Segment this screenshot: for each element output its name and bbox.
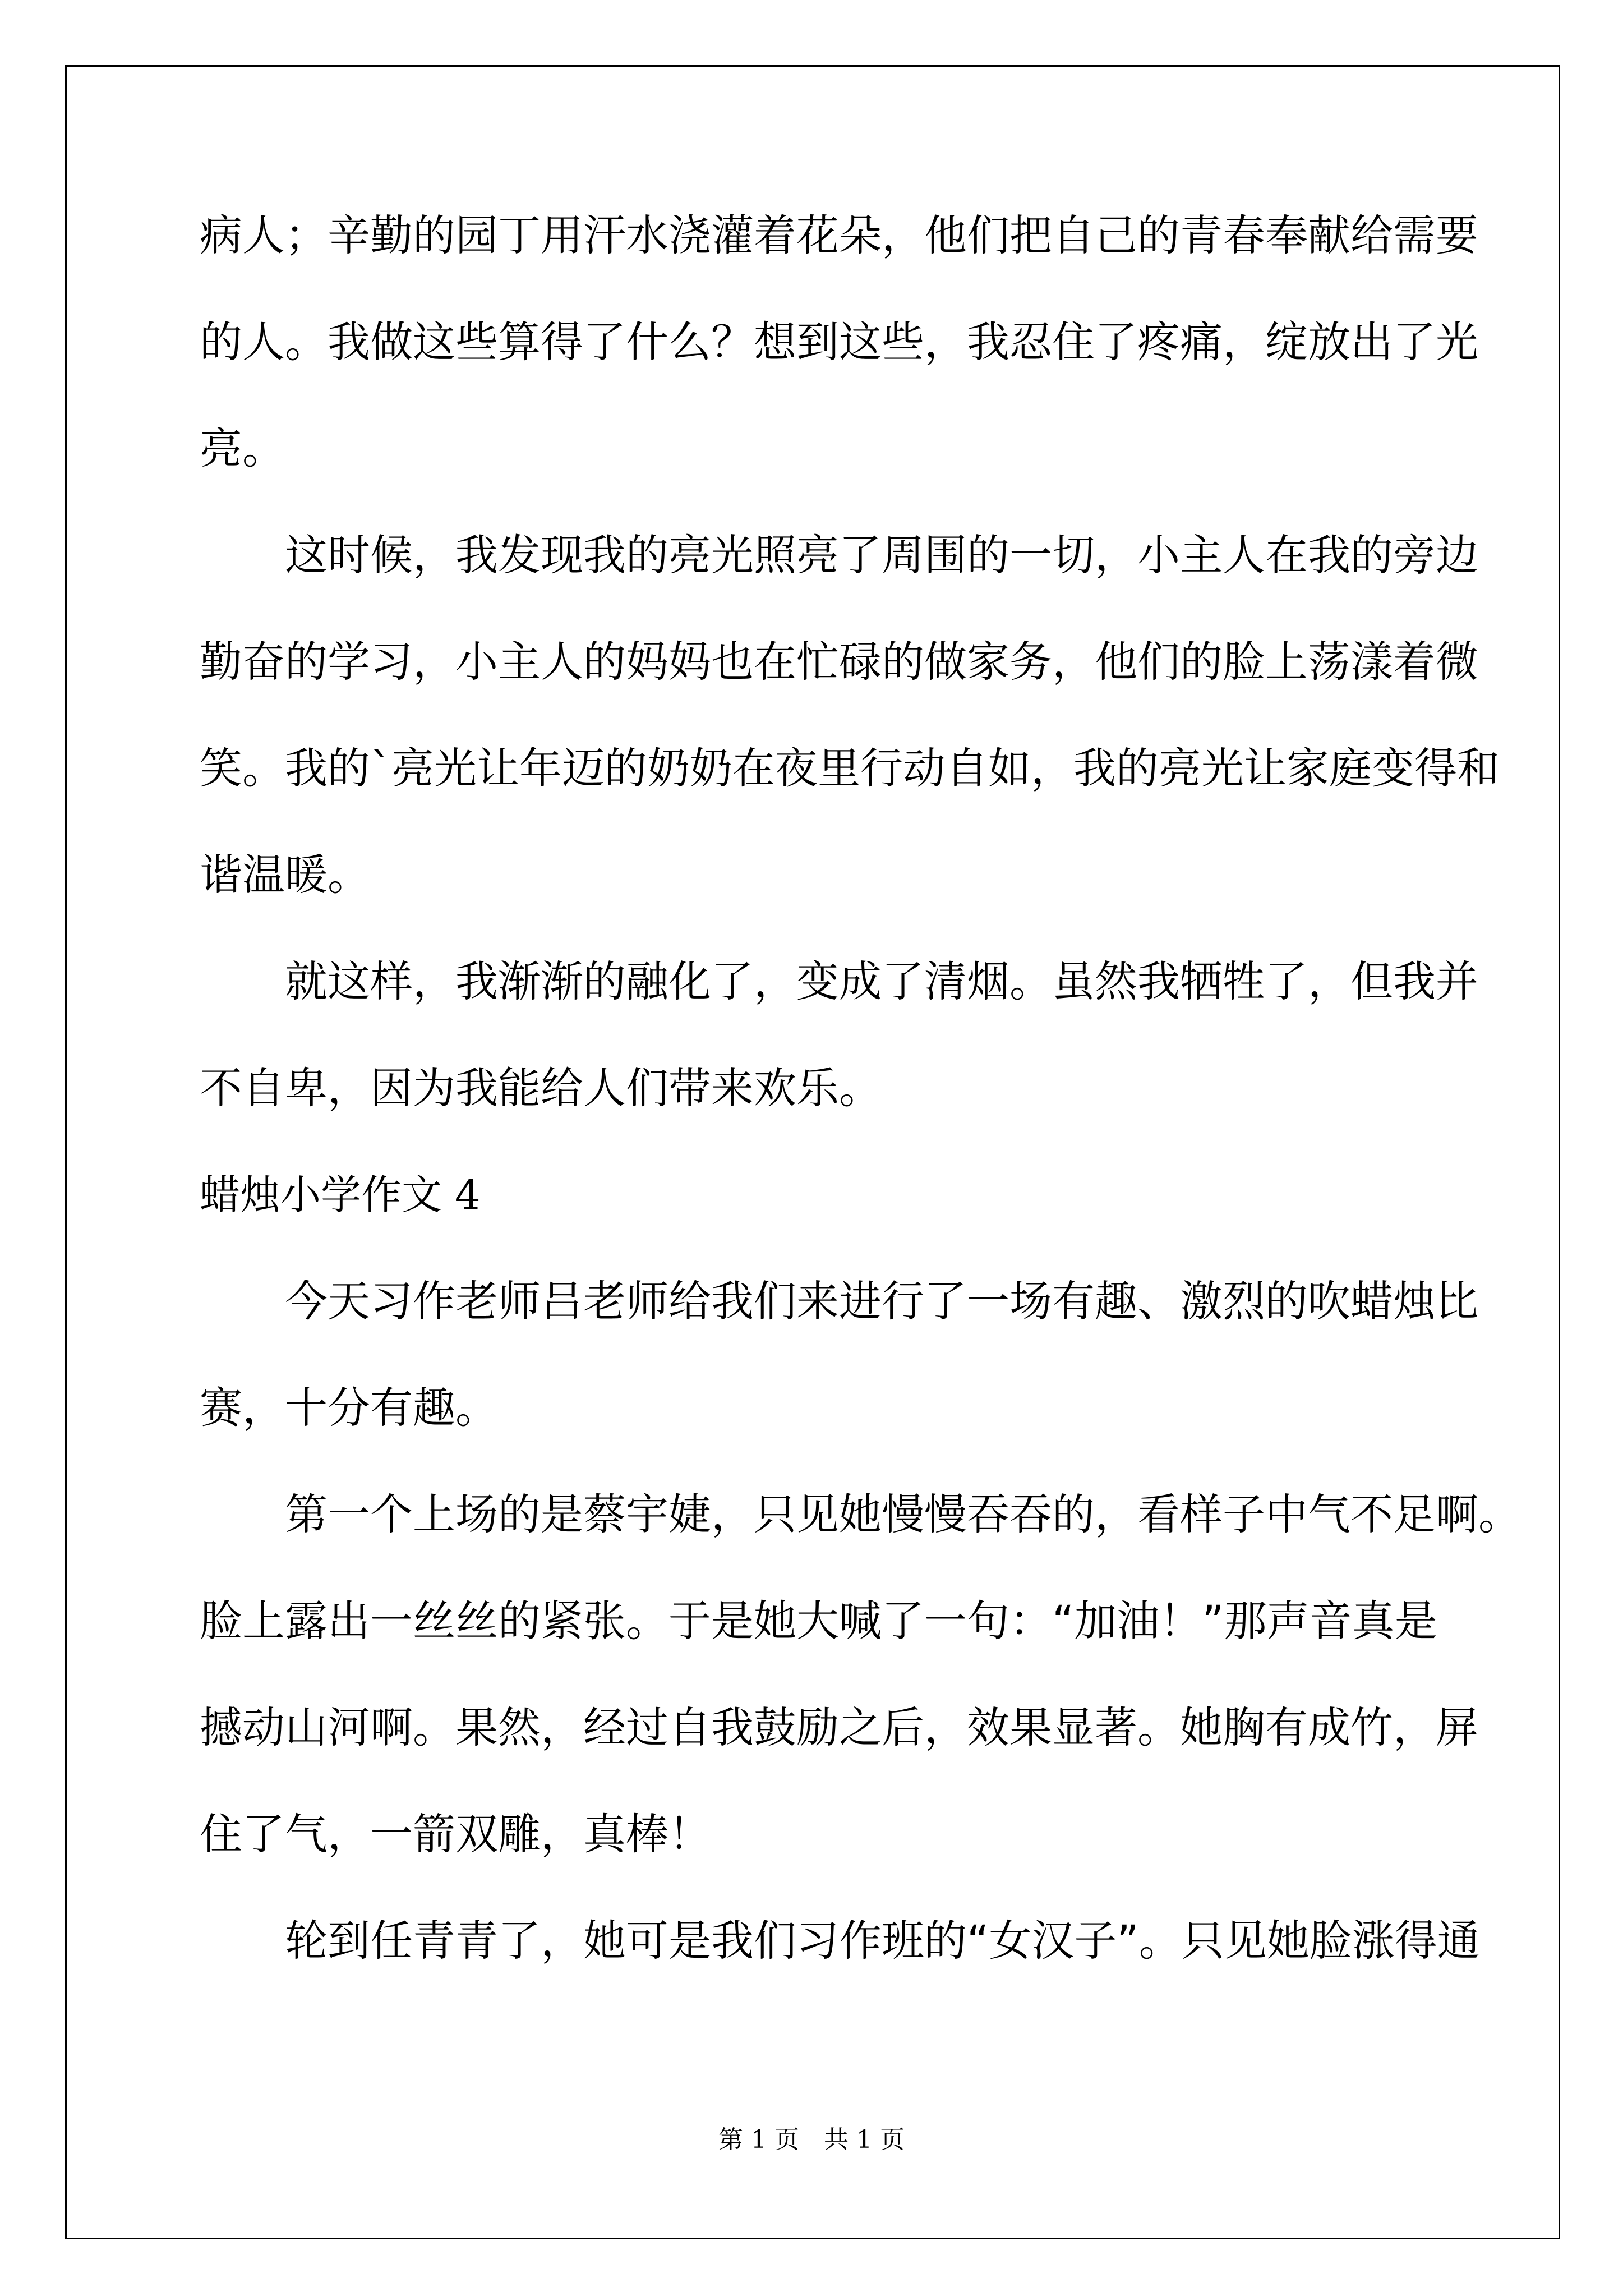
text-line: 谐温暖。 — [200, 850, 370, 900]
text-line: 今天习作老师吕老师给我们来进行了一场有趣、激烈的吹蜡烛比 — [200, 1276, 1478, 1326]
text-line: 赛，十分有趣。 — [200, 1383, 498, 1433]
page-number-footer: 第 1 页 共 1 页 — [718, 2125, 905, 2154]
text-line: 这时候，我发现我的亮光照亮了周围的一切，小主人在我的旁边 — [200, 530, 1478, 580]
text-line: 病人；辛勤的园丁用汗水浇灌着花朵，他们把自己的青春奉献给需要 — [200, 210, 1478, 260]
text-line: 轮到任青青了，她可是我们习作班的“女汉子”。只见她脸涨得通 — [200, 1916, 1480, 1966]
text-line: 就这样，我渐渐的融化了，变成了清烟。虽然我牺牲了，但我并 — [200, 956, 1478, 1006]
text-line: 亮。 — [200, 424, 285, 473]
section-heading: 蜡烛小学作文 4 — [200, 1171, 481, 1218]
text-line: 住了气，一箭双雕，真棒！ — [200, 1809, 711, 1859]
text-line: 笑。我的`亮光让年迈的奶奶在夜里行动自如，我的亮光让家庭变得和 — [200, 743, 1500, 793]
text-line: 第一个上场的是蔡宇婕，只见她慢慢吞吞的，看样子中气不足啊。 — [200, 1489, 1521, 1539]
text-line: 脸上露出一丝丝的紧张。于是她大喊了一句：“加油！”那声音真是 — [200, 1596, 1437, 1646]
text-line: 的人。我做这些算得了什么？想到这些，我忍住了疼痛，绽放出了光 — [200, 317, 1478, 367]
text-line: 撼动山河啊。果然，经过自我鼓励之后，效果显著。她胸有成竹，屏 — [200, 1703, 1478, 1752]
text-line: 不自卑，因为我能给人们带来欢乐。 — [200, 1063, 882, 1113]
text-line: 勤奋的学习，小主人的妈妈也在忙碌的做家务，他们的脸上荡漾着微 — [200, 637, 1478, 687]
